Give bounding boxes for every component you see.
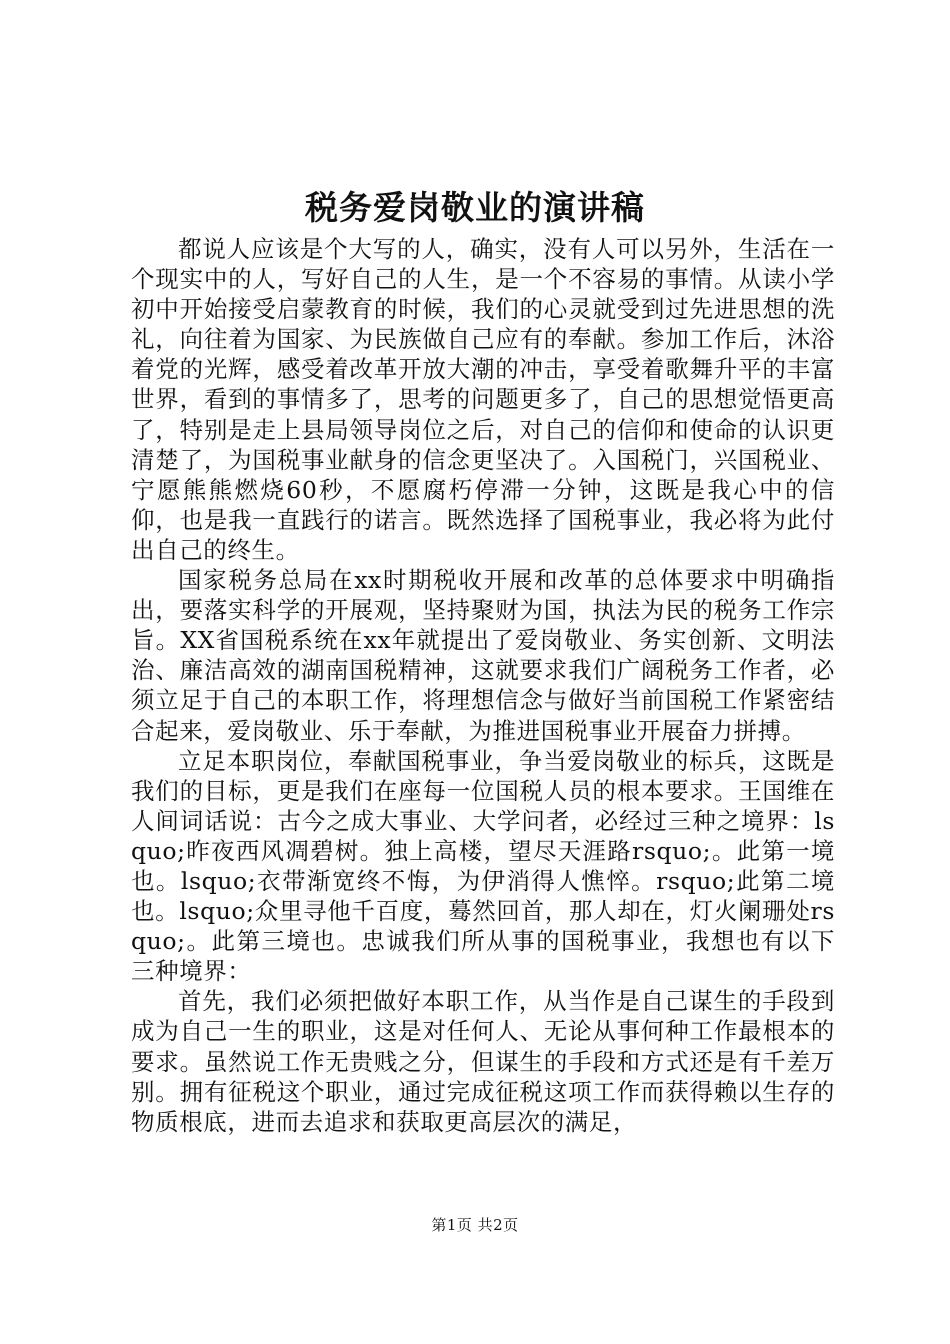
paragraph-3: 立足本职岗位，奉献国税事业，争当爱岗敬业的标兵，这既是我们的目标，更是我们在座每一位国税人员的根本要求。王国维在人间词话说：古今之成大事业、大学问者，必经过三种之境界：lsquo;昨夜西风凋碧树。独上高楼，望尽天涯路rsquo;。此第一境也。lsquo;衣带渐宽终不悔，为伊消得人憔悴。rsquo;此第二境也。lsquo;众里寻他千百度，蓦然回首，那人却在，灯火阑珊处rsquo;。此第三境也。忠诚我们所从事的国税事业，我想也有以下三种境界： xyxy=(131,746,835,986)
paragraph-1: 都说人应该是个大写的人，确实，没有人可以另外，生活在一个现实中的人，写好自己的人生，是一个不容易的事情。从读小学初中开始接受启蒙教育的时候，我们的心灵就受到过先进思想的洗礼，向往着为国家、为民族做自己应有的奉献。参加工作后，沐浴着党的光辉，感受着改革开放大潮的冲击，享受着歌舞升平的丰富世界，看到的事情多了，思考的问题更多了，自己的思想觉悟更高了，特别是走上县局领导岗位之后，对自己的信仰和使命的认识更清楚了，为国税事业献身的信念更坚决了。入国税门，兴国税业、宁愿熊熊燃烧60秒，不愿腐朽停滞一分钟，这既是我心中的信仰，也是我一直践行的诺言。既然选择了国税事业，我必将为此付出自己的终生。 xyxy=(131,235,835,564)
paragraph-4: 首先，我们必须把做好本职工作，从当作是自己谋生的手段到成为自己一生的职业，这是对任何人、无论从事何种工作最根本的要求。虽然说工作无贵贱之分，但谋生的手段和方式还是有千差万别。拥有征税这个职业，通过完成征税这项工作而获得赖以生存的物质根底，进而去追求和获取更高层次的满足， xyxy=(131,987,835,1136)
page-footer: 第1页 共2页 xyxy=(431,1216,519,1234)
paragraph-2: 国家税务总局在xx时期税收开展和改革的总体要求中明确指出，要落实科学的开展观，坚持聚财为国，执法为民的税务工作宗旨。XX省国税系统在xx年就提出了爱岗敬业、务实创新、文明法治、廉洁高效的湖南国税精神，这就要求我们广阔税务工作者，必须立足于自己的本职工作，将理想信念与做好当前国税工作紧密结合起来，爱岗敬业、乐于奉献，为推进国税事业开展奋力拼搏。 xyxy=(131,566,835,745)
document-title: 税务爱岗敬业的演讲稿 xyxy=(305,188,645,227)
document-body xyxy=(131,234,835,1137)
